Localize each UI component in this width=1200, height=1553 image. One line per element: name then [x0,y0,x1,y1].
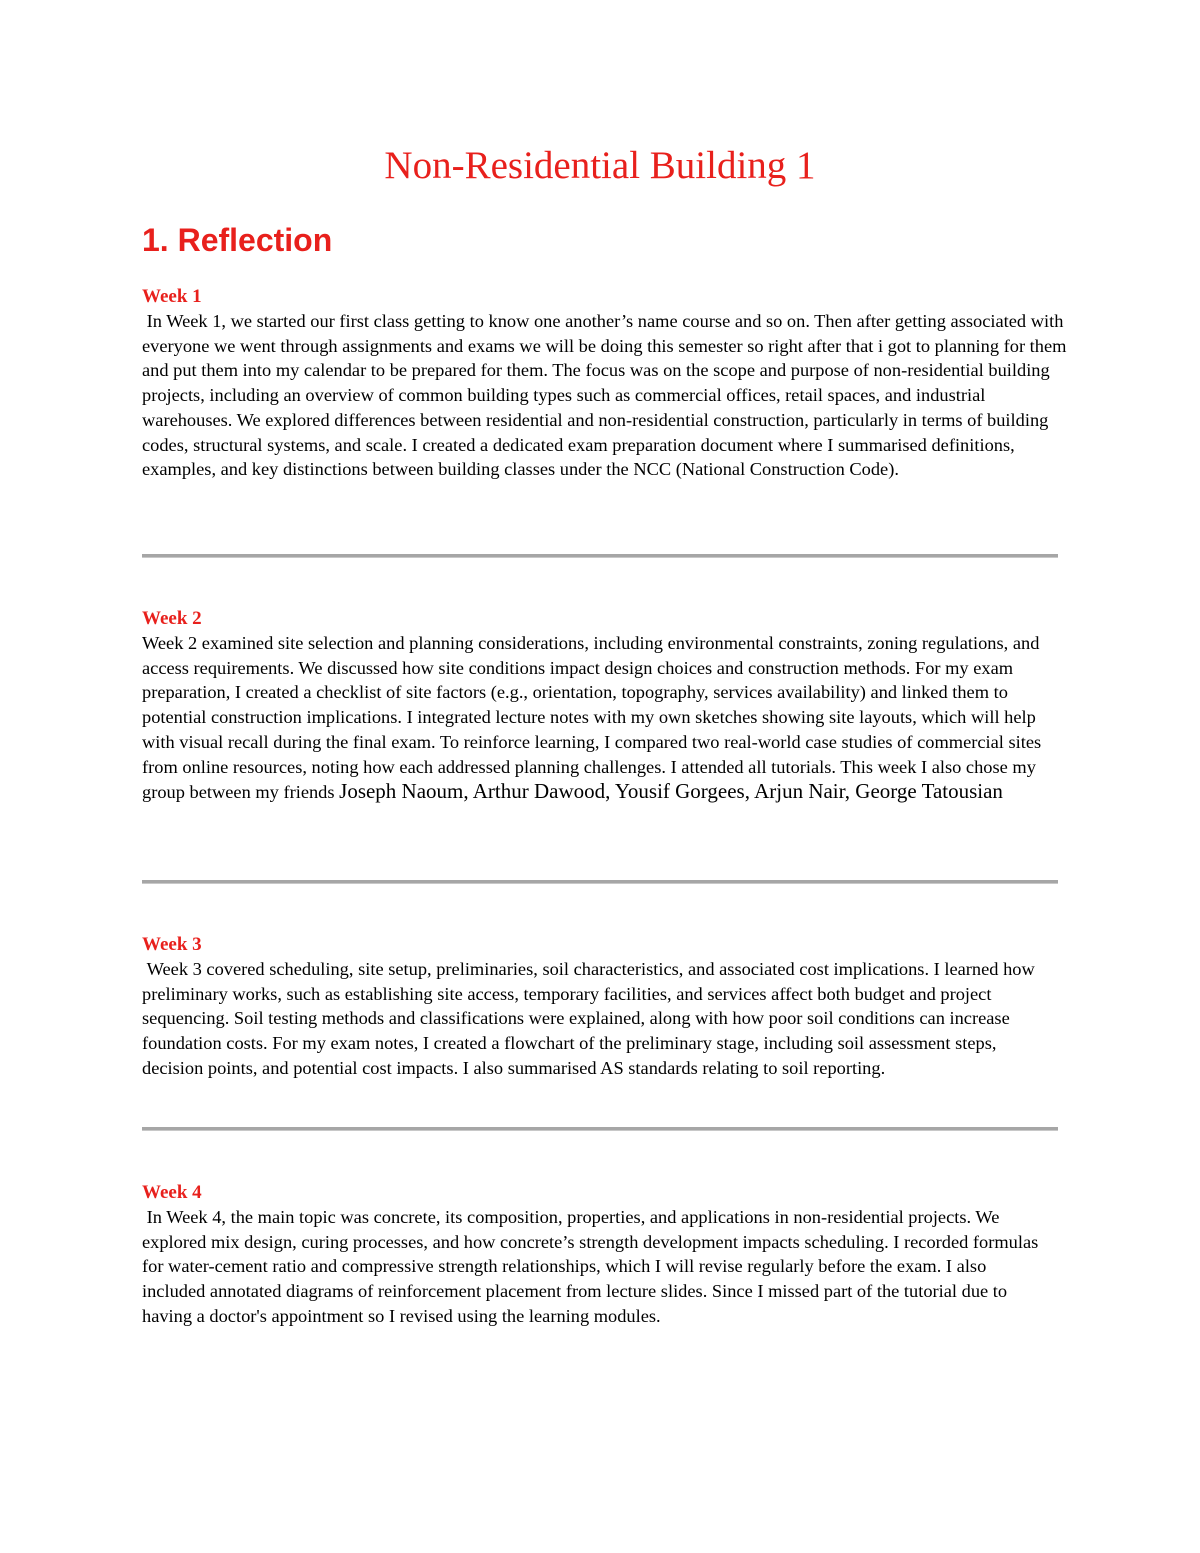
divider-rule [142,554,1058,558]
divider-rule [142,880,1058,884]
week-3-section [142,933,1072,1081]
divider-rule [142,1127,1058,1131]
week-4-label: Week 4 [142,1182,202,1203]
document-title: Non-Residential Building 1 [384,144,816,187]
week-4-body: In Week 4, the main topic was concrete, its composition, properties, and applications in non-residential projects. We explored mix design, curing processes, and how concrete’s strength development impacts scheduling. I recorded formulas for water-cement ratio and compressive strength relationships, which I will revise regularly before the exam. I also included annotated diagrams of reinforcement placement from lecture slides. Since I missed part of the tutorial due to having a doctor's appointment so I revised using the learning modules. [142,1207,1043,1326]
week-1-body: In Week 1, we started our first class getting to know one another’s name course and so on. Then after getting associated with everyone we went through assignments and exams we will be doing this semester so right after that i got to planning for them and put them into my calendar to be prepared for them. The focus was on the scope and purpose of non-residential building projects, including an overview of common building types such as commercial offices, retail spaces, and industrial warehouses. We explored differences between residential and non-residential construction, particularly in terms of building codes, structural systems, and scale. I created a dedicated exam preparation document where I summarised definitions, examples, and key distinctions between building classes under the NCC (National Construction Code). [142,311,1072,480]
week-2-body-text: Week 2 examined site selection and planning considerations, including environmental constraints, zoning regulations, and access requirements. We discussed how site conditions impact design choices and construction methods. For my exam preparation, I created a checklist of site factors (e.g., orientation, topography, services availability) and linked them to potential construction implications. I integrated lecture notes with my own sketches showing site layouts, which will help with visual recall during the final exam. To reinforce learning, I compared two real-world case studies of commercial sites from online resources, noting how each addressed planning challenges. I attended all tutorials. This week I also chose my group between my friends [142,633,1046,803]
week-2-group-names: Joseph Naoum, Arthur Dawood, Yousif Gorgees, Arjun Nair, George Tatousian [339,779,1003,804]
week-2-section [142,607,1072,805]
week-1-section [142,285,1072,482]
section-heading-reflection: 1. Reflection [142,222,333,258]
week-3-body: Week 3 covered scheduling, site setup, preliminaries, soil characteristics, and associated cost implications. I learned how preliminary works, such as establishing site access, temporary facilities, and services affect both budget and project sequencing. Soil testing methods and classifications were explained, along with how poor soil conditions can increase foundation costs. For my exam notes, I created a flowchart of the preliminary stage, including soil assessment steps, decision points, and potential cost impacts. I also summarised AS standards relating to soil reporting. [142,959,1040,1078]
week-2-body [142,631,1062,805]
week-1-label: Week 1 [142,286,202,307]
week-2-label: Week 2 [142,608,202,629]
week-4-section [142,1181,1072,1329]
week-3-label: Week 3 [142,934,202,955]
